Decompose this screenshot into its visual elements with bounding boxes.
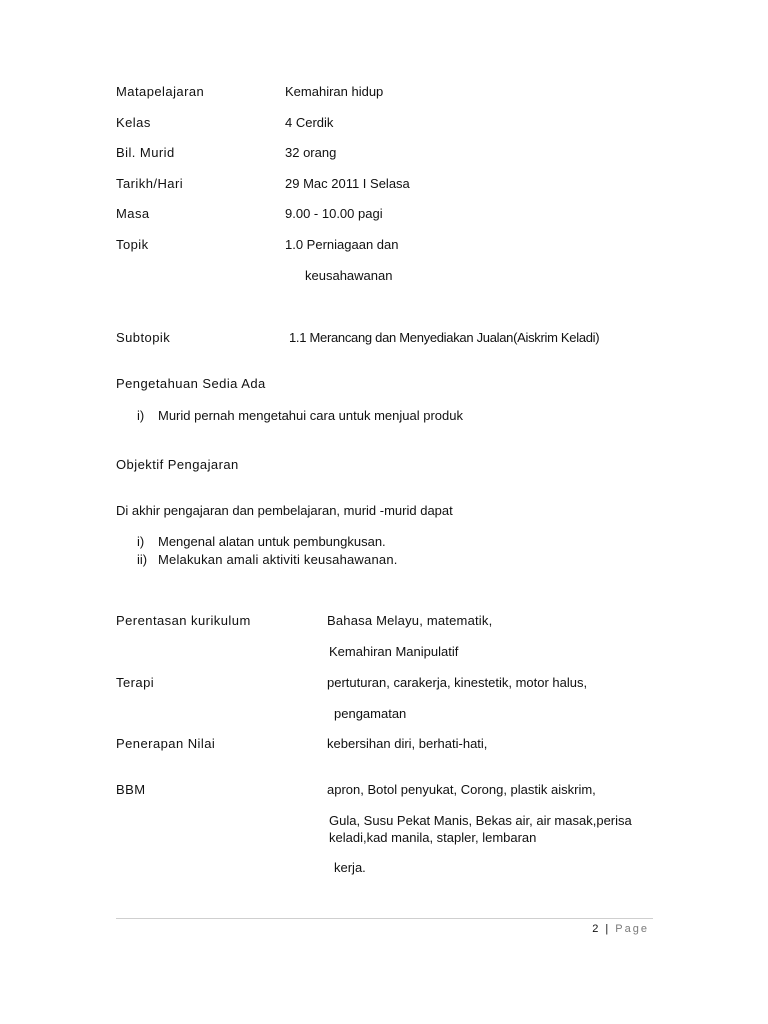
value-topik-line2: keusahawanan xyxy=(305,268,393,283)
footer-divider xyxy=(116,918,653,919)
label-bil-murid: Bil. Murid xyxy=(116,145,175,160)
bbm-line-3: keladi,kad manila, stapler, lembaran xyxy=(329,830,537,845)
value-subtopik: 1.1 Merancang dan Menyediakan Jualan(Aiskrim Keladi) xyxy=(289,330,600,345)
label-topik: Topik xyxy=(116,237,149,252)
heading-pengetahuan: Pengetahuan Sedia Ada xyxy=(116,376,266,391)
terapi-line-1: pertuturan, carakerja, kinestetik, motor halus, xyxy=(327,675,588,690)
page-word: Page xyxy=(615,923,649,935)
perentasan-line-1: Bahasa Melayu, matematik, xyxy=(327,613,493,628)
bbm-line-2: Gula, Susu Pekat Manis, Bekas air, air masak,perisa xyxy=(329,813,632,828)
terapi-line-2: pengamatan xyxy=(334,706,407,721)
objektif-marker-1: i) xyxy=(137,534,145,549)
objektif-marker-2: ii) xyxy=(137,552,148,567)
nilai-line-1: kebersihan diri, berhati-hati, xyxy=(327,736,488,751)
value-bil-murid: 32 orang xyxy=(285,145,337,160)
perentasan-line-2: Kemahiran Manipulatif xyxy=(329,644,459,659)
label-kelas: Kelas xyxy=(116,115,151,130)
label-matapelajaran: Matapelajaran xyxy=(116,84,205,99)
bbm-line-4: kerja. xyxy=(334,860,366,875)
label-bbm: BBM xyxy=(116,782,146,797)
value-topik: 1.0 Perniagaan dan xyxy=(285,237,399,252)
label-masa: Masa xyxy=(116,206,150,221)
value-masa: 9.00 - 10.00 pagi xyxy=(285,206,383,221)
objektif-item-2: Melakukan amali aktiviti keusahawanan. xyxy=(158,552,398,567)
heading-objektif: Objektif Pengajaran xyxy=(116,457,239,472)
value-tarikh: 29 Mac 2011 I Selasa xyxy=(285,176,410,191)
label-subtopik: Subtopik xyxy=(116,330,171,345)
value-matapelajaran: Kemahiran hidup xyxy=(285,84,384,99)
label-terapi: Terapi xyxy=(116,675,155,690)
page-footer xyxy=(592,921,649,937)
value-kelas: 4 Cerdik xyxy=(285,115,334,130)
bbm-line-1: apron, Botol penyukat, Corong, plastik aiskrim, xyxy=(327,782,596,797)
objektif-item-1: Mengenal alatan untuk pembungkusan. xyxy=(158,534,386,549)
pengetahuan-marker-1: i) xyxy=(137,408,145,423)
pengetahuan-item-1: Murid pernah mengetahui cara untuk menjual produk xyxy=(158,408,463,423)
page-number: 2 xyxy=(592,923,601,935)
label-perentasan: Perentasan kurikulum xyxy=(116,613,251,628)
label-nilai: Penerapan Nilai xyxy=(116,736,216,751)
page-separator: | xyxy=(605,923,611,935)
objektif-intro: Di akhir pengajaran dan pembelajaran, murid -murid dapat xyxy=(116,503,453,518)
label-tarikh: Tarikh/Hari xyxy=(116,176,184,191)
